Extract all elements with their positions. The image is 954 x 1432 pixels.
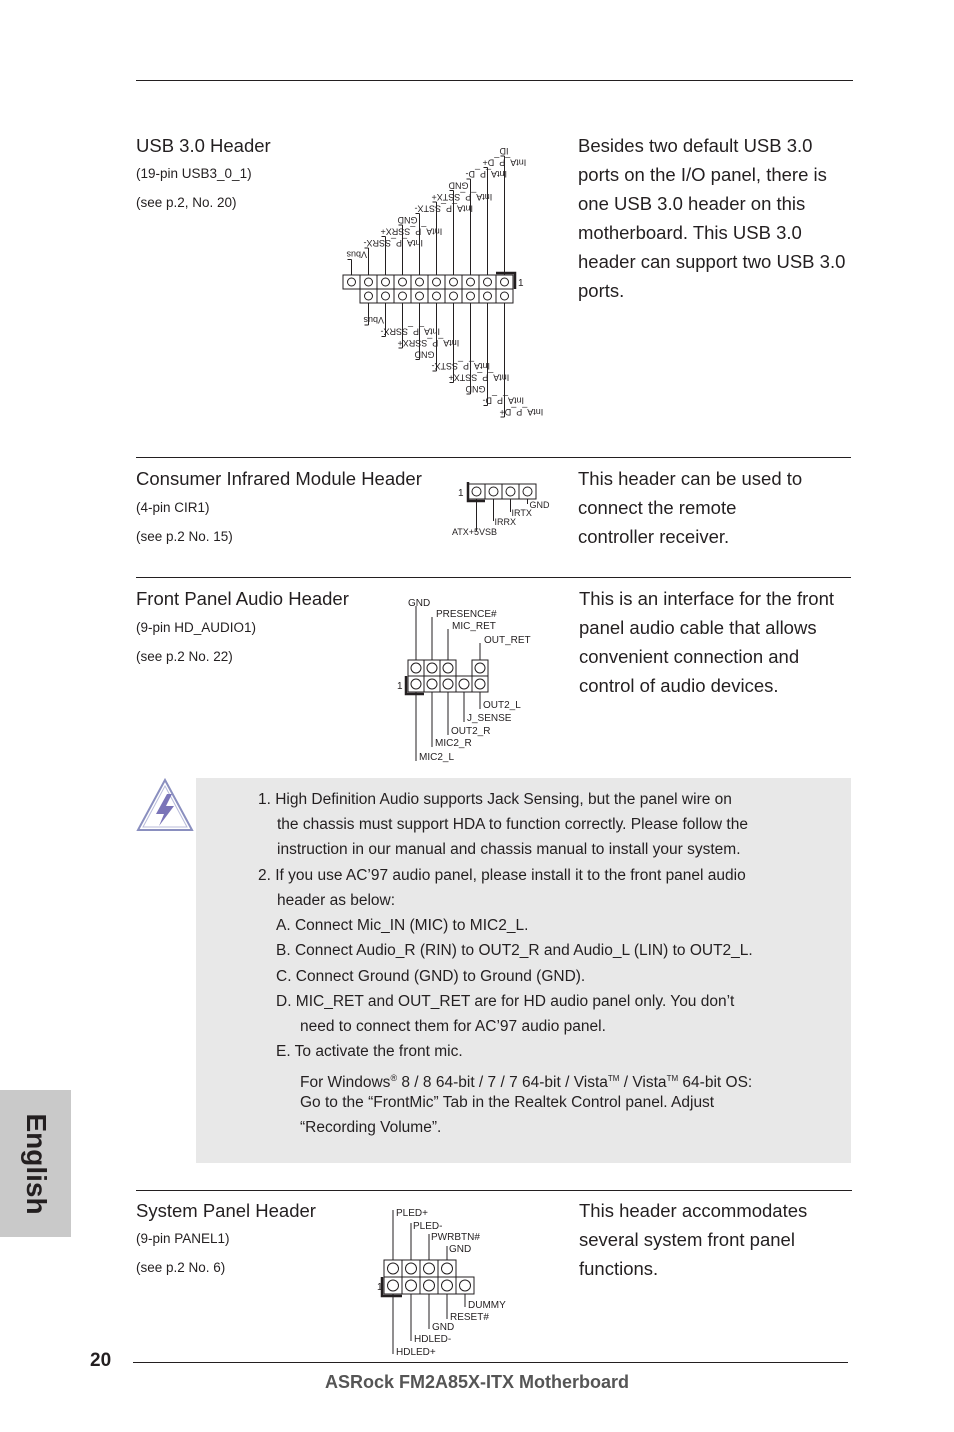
note-line: Go to the “FrontMic” Tab in the Realtek Control panel. Adjust bbox=[300, 1094, 715, 1111]
pin-cell bbox=[360, 275, 377, 289]
pin-cell bbox=[377, 289, 394, 303]
divider-rule bbox=[136, 577, 851, 578]
pin-cell bbox=[479, 275, 496, 289]
pin-label: GND bbox=[448, 180, 469, 191]
pin-cell bbox=[445, 289, 462, 303]
os-text: 64-bit OS: bbox=[678, 1074, 753, 1092]
audio-pinout-diagram bbox=[390, 592, 540, 767]
pin-label: HDLED- bbox=[414, 1334, 452, 1345]
pin-label: MIC2_L bbox=[419, 752, 455, 763]
pin-label: 1 bbox=[397, 681, 403, 692]
pin-label: GND bbox=[397, 215, 418, 225]
pin-cell bbox=[479, 289, 496, 303]
pin-cell bbox=[428, 289, 445, 303]
pin-label: IntA_P_SSTX- bbox=[414, 203, 474, 214]
pin-cell bbox=[408, 676, 424, 692]
cir-page-ref: (see p.2 No. 15) bbox=[136, 529, 233, 544]
divider-rule bbox=[136, 457, 851, 458]
pin-cell bbox=[343, 275, 360, 289]
pin-label: IntA_P_D+ bbox=[482, 157, 527, 168]
usb-page-ref: (see p.2, No. 20) bbox=[136, 195, 237, 210]
footer-title: ASRock FM2A85X-ITX Motherboard bbox=[324, 1372, 630, 1392]
pin-label: IntA_P_SSRX+ bbox=[380, 226, 443, 237]
pin-cell bbox=[408, 660, 424, 676]
pin-cell bbox=[360, 289, 377, 303]
os-text: 8 / 8 64-bit / 7 / 7 64-bit / Vista bbox=[397, 1074, 608, 1092]
pin-label: 1 bbox=[458, 488, 464, 499]
pin-label: IntA_P_SSRX- bbox=[380, 326, 441, 337]
panel-desc-line: functions. bbox=[579, 1258, 659, 1279]
pin-label: GND bbox=[529, 500, 550, 510]
divider-rule bbox=[136, 1190, 852, 1191]
note-line: C. Connect Ground (GND) to Ground (GND). bbox=[276, 968, 586, 985]
pin-label: IRRX bbox=[494, 517, 517, 527]
pin-label: IntA_P_D- bbox=[465, 169, 508, 179]
usb-desc-line: Besides two default USB 3.0 bbox=[578, 135, 813, 156]
pin-label: IntA_P_SSTX+ bbox=[448, 372, 510, 383]
cir-desc-line: This header can be used to bbox=[578, 468, 803, 489]
pin-cell bbox=[462, 275, 479, 289]
pin-label: DUMMY bbox=[468, 1300, 506, 1311]
note-line: 1. High Definition Audio supports Jack Sensing, but the panel wire on bbox=[258, 791, 732, 808]
cir-desc-line: controller receiver. bbox=[578, 526, 730, 547]
pin-cell bbox=[445, 275, 462, 289]
pin-cell bbox=[377, 275, 394, 289]
usb-desc-line: one USB 3.0 header on this bbox=[578, 193, 806, 214]
audio-desc-line: convenient connection and bbox=[579, 646, 800, 667]
panel-pinout-diagram bbox=[375, 1204, 515, 1359]
pin-label: IRTX bbox=[511, 508, 532, 518]
pin-label: MIC_RET bbox=[452, 621, 496, 632]
note-line: the chassis must support HDA to function correctly. Please follow the bbox=[277, 816, 748, 833]
pin-label: GND bbox=[408, 598, 431, 609]
pin-label: RESET# bbox=[450, 1312, 489, 1323]
pin-cell bbox=[496, 275, 513, 289]
pin-cell bbox=[428, 275, 445, 289]
note-line: E. To activate the front mic. bbox=[276, 1043, 463, 1060]
page-number: 20 bbox=[90, 1350, 112, 1371]
pin-cell bbox=[411, 275, 428, 289]
cir-desc-line: connect the remote bbox=[578, 497, 737, 518]
usb-desc-line: header can support two USB 3.0 bbox=[578, 251, 846, 272]
pin-cell bbox=[411, 289, 428, 303]
pin-label: ID bbox=[499, 146, 509, 156]
panel-page-ref: (see p.2 No. 6) bbox=[136, 1260, 226, 1275]
pin-cell bbox=[424, 676, 440, 692]
pin-label: IntA_P_D+ bbox=[499, 407, 544, 417]
audio-title: Front Panel Audio Header bbox=[136, 588, 349, 609]
pin-cell bbox=[496, 289, 513, 303]
cir-pinout-diagram bbox=[450, 478, 560, 543]
pin-cell bbox=[519, 484, 536, 499]
note-line: D. MIC_RET and OUT_RET are for HD audio panel only. You don’t bbox=[276, 993, 735, 1010]
panel-pin-count: (9-pin PANEL1) bbox=[136, 1231, 230, 1246]
audio-desc-line: control of audio devices. bbox=[579, 675, 779, 696]
usb-title: USB 3.0 Header bbox=[136, 135, 271, 156]
pin-label: Vbus bbox=[346, 249, 368, 260]
usb-desc-line: ports on the I/O panel, there is bbox=[578, 164, 827, 185]
pin-label: OUT2_R bbox=[451, 726, 491, 737]
language-tab bbox=[0, 1090, 71, 1237]
pin-label: PRESENCE# bbox=[436, 609, 497, 620]
pin-label: ATX+5VSB bbox=[451, 527, 498, 537]
panel-desc-line: several system front panel bbox=[579, 1229, 795, 1250]
audio-pin-count: (9-pin HD_AUDIO1) bbox=[136, 620, 257, 635]
pin-cell bbox=[424, 660, 440, 676]
pin-label: IntA_P_SSTX+ bbox=[431, 192, 493, 202]
trademark-mark: TM bbox=[666, 1074, 679, 1083]
top-rule bbox=[136, 80, 853, 81]
pin-label: GND bbox=[414, 349, 435, 360]
pin-label: OUT_RET bbox=[484, 635, 531, 646]
cir-title: Consumer Infrared Module Header bbox=[136, 468, 422, 489]
pin-label: PWRBTN# bbox=[431, 1232, 480, 1243]
audio-description bbox=[579, 584, 834, 700]
os-text: For Windows bbox=[300, 1074, 391, 1092]
pin-cell bbox=[394, 289, 411, 303]
trademark-mark: TM bbox=[607, 1074, 620, 1083]
pin-label: IntA_P_SSRX- bbox=[363, 238, 424, 248]
os-text: / Vista bbox=[619, 1074, 667, 1092]
note-line: header as below: bbox=[277, 892, 396, 909]
pin-cell bbox=[462, 289, 479, 303]
registered-mark: ® bbox=[390, 1073, 398, 1083]
pin-label: IntA_P_SSTX- bbox=[431, 361, 491, 371]
pin-cell bbox=[440, 660, 456, 676]
pin-label: PLED- bbox=[413, 1221, 443, 1232]
cir-description bbox=[578, 464, 802, 551]
warning-lightning-icon bbox=[134, 776, 196, 836]
pin-label: IntA_P_SSRX+ bbox=[397, 338, 460, 348]
pin-label: Vbus bbox=[363, 315, 385, 325]
pin-label: PLED+ bbox=[396, 1208, 428, 1219]
pin-label: GND bbox=[465, 384, 486, 394]
pin-label: 1 bbox=[377, 1282, 383, 1293]
panel-description bbox=[579, 1196, 807, 1283]
pin-cell bbox=[468, 484, 485, 499]
panel-title: System Panel Header bbox=[136, 1200, 316, 1221]
note-line: need to connect them for AC’97 audio panel. bbox=[300, 1018, 606, 1035]
audio-desc-line: panel audio cable that allows bbox=[579, 617, 817, 638]
cir-pin-count: (4-pin CIR1) bbox=[136, 500, 210, 515]
usb-pin-count: (19-pin USB3_0_1) bbox=[136, 166, 252, 181]
note-line: A. Connect Mic_IN (MIC) to MIC2_L. bbox=[276, 917, 529, 934]
pin-label: HDLED+ bbox=[396, 1347, 436, 1358]
pin-cell bbox=[502, 484, 519, 499]
language-tab-label: English bbox=[20, 1112, 52, 1215]
pin-cell bbox=[472, 676, 488, 692]
footer-rule bbox=[133, 1362, 848, 1363]
pin-cell bbox=[485, 484, 502, 499]
pin-cell bbox=[440, 676, 456, 692]
panel-desc-line: This header accommodates bbox=[579, 1200, 808, 1221]
note-line: 2. If you use AC’97 audio panel, please install it to the front panel audio bbox=[258, 867, 746, 884]
pin-label: OUT2_L bbox=[483, 700, 521, 711]
note-os-line bbox=[300, 1068, 752, 1093]
pin-label: MIC2_R bbox=[435, 738, 472, 749]
pin-cell bbox=[456, 676, 472, 692]
usb-pinout-diagram bbox=[300, 140, 544, 435]
note-line: instruction in our manual and chassis manual to install your system. bbox=[277, 841, 741, 858]
usb-desc-line: ports. bbox=[578, 280, 625, 301]
pin-label: J_SENSE bbox=[467, 713, 512, 724]
pin-label: GND bbox=[449, 1244, 472, 1255]
pin-cell bbox=[472, 660, 488, 676]
audio-desc-line: This is an interface for the front bbox=[579, 588, 835, 609]
pin-label: 1 bbox=[518, 278, 524, 289]
pin-label: IntA_P_D- bbox=[482, 395, 525, 406]
pin-cell bbox=[394, 275, 411, 289]
usb-description bbox=[578, 131, 845, 305]
note-line: “Recording Volume”. bbox=[300, 1119, 442, 1136]
pin-label: GND bbox=[432, 1322, 455, 1333]
note-line: B. Connect Audio_R (RIN) to OUT2_R and Audio_L (LIN) to OUT2_L. bbox=[276, 942, 753, 959]
audio-page-ref: (see p.2 No. 22) bbox=[136, 649, 233, 664]
usb-desc-line: motherboard. This USB 3.0 bbox=[578, 222, 802, 243]
